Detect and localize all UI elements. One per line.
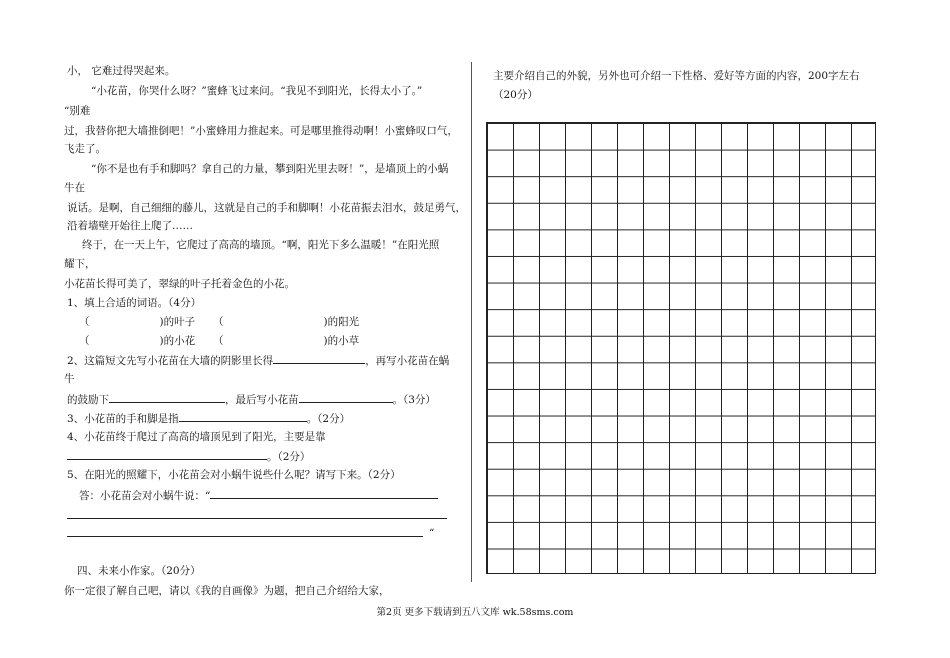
- q2-blank-2[interactable]: [109, 390, 225, 403]
- composition-grid[interactable]: [486, 122, 876, 574]
- q2-text: 2、这篇短文先写小花苗在大墙的阴影里长得: [67, 355, 274, 367]
- question-4-cont: [67, 447, 310, 467]
- q1-blank-4[interactable]: [213, 332, 359, 351]
- section-4-instruction-cont: 主要介绍自己的外貌，另外也可介绍一下性格、爱好等方面的内容，200字左右: [493, 70, 860, 82]
- question-1-prompt: 1、填上合适的词语。（4分）: [67, 297, 202, 309]
- section-4-heading: 四、未来小作家。（20分）: [77, 565, 201, 577]
- q2-text: ，最后写小花苗: [225, 394, 299, 406]
- paren-open: （: [79, 335, 90, 347]
- q1-item-label: )的阳光: [323, 316, 360, 328]
- passage-line: “小花苗，你哭什么呀？”蜜蜂飞过来问。“我见不到阳光，长得太小了。”: [91, 85, 423, 97]
- passage-line: 说话。是啊，自己细细的藤儿，这就是自己的手和脚啊！小花苗振去泪水，鼓足勇气，: [67, 202, 466, 214]
- q5-close-quote: “: [429, 527, 435, 539]
- q3-text: 3、小花苗的手和脚是指: [67, 413, 179, 425]
- q2-blank-1[interactable]: [273, 351, 365, 364]
- q4-text: 。（2分）: [267, 451, 311, 463]
- passage-line: 小， 它难过得哭起来。: [67, 65, 176, 77]
- q1-item-label: )的小花: [159, 335, 196, 347]
- q1-item-label: )的小草: [323, 335, 360, 347]
- q3-blank[interactable]: [179, 409, 307, 422]
- passage-line: 终于，在一天上午，它爬过了高高的墙顶。“啊，阳光下多么温暖！”在阳光照: [82, 239, 440, 251]
- q2-text: 的鼓励下: [67, 394, 109, 406]
- q5-blank-3[interactable]: [67, 536, 423, 537]
- question-2-wrap: 牛: [64, 373, 75, 385]
- paren-open: （: [79, 316, 90, 328]
- paren-open: （: [213, 335, 224, 347]
- question-5-answer: [79, 486, 438, 506]
- q1-item-label: )的叶子: [159, 316, 196, 328]
- question-2-cont: [67, 390, 436, 410]
- page-footer: 第2页 更多下载请到五八文库 wk.58sms.com: [376, 607, 574, 618]
- q1-blank-2[interactable]: [213, 313, 359, 332]
- q4-blank[interactable]: [67, 447, 267, 460]
- passage-line: 耀下，: [64, 258, 96, 270]
- q1-blank-3[interactable]: [79, 332, 195, 351]
- q2-text: ，再写小花苗在蜗: [365, 355, 450, 367]
- q5-answer-label: 答：小花苗会对小蜗牛说：“: [79, 490, 211, 502]
- passage-line: 过，我替你把大墙推倒吧！”小蜜蜂用力推起来。可是哪里推得动啊！小蜜蜂叹口气，: [64, 125, 458, 137]
- q5-blank-1[interactable]: [210, 486, 438, 499]
- q1-blank-1[interactable]: [79, 313, 195, 332]
- passage-line: 飞走了。: [64, 143, 106, 155]
- passage-line: 小花苗长得可美了，翠绿的叶子托着金色的小花。: [64, 278, 295, 290]
- column-divider: [471, 62, 472, 582]
- right-column-intro: [493, 67, 860, 105]
- passage-line: 牛在: [64, 182, 85, 194]
- q5-blank-2[interactable]: [67, 518, 447, 519]
- passage-line: 沿着墙壁开始往上爬了……: [67, 220, 193, 232]
- q2-blank-3[interactable]: [299, 390, 393, 403]
- passage-line: “你不是也有手和脚吗？拿自己的力量，攀到阳光里去呀！”，是墙顶上的小蜗: [91, 163, 449, 175]
- question-3: [67, 409, 350, 429]
- q3-text: 。（2分）: [306, 413, 351, 425]
- section-4-score: （20分）: [493, 89, 538, 101]
- question-4: 4、小花苗终于爬过了高高的墙顶见到了阳光，主要是靠: [67, 431, 326, 443]
- passage-line: “别难: [64, 105, 91, 117]
- question-2: [67, 351, 449, 371]
- question-5-prompt: 5、在阳光的照耀下，小花苗会对小蜗牛说些什么呢？请写下来。（2分）: [67, 469, 401, 481]
- paren-open: （: [213, 316, 224, 328]
- section-4-instruction: 你一定很了解自己吧，请以《我的自画像》为题，把自己介绍给大家，: [64, 585, 390, 597]
- q2-text: 。（3分）: [392, 394, 436, 406]
